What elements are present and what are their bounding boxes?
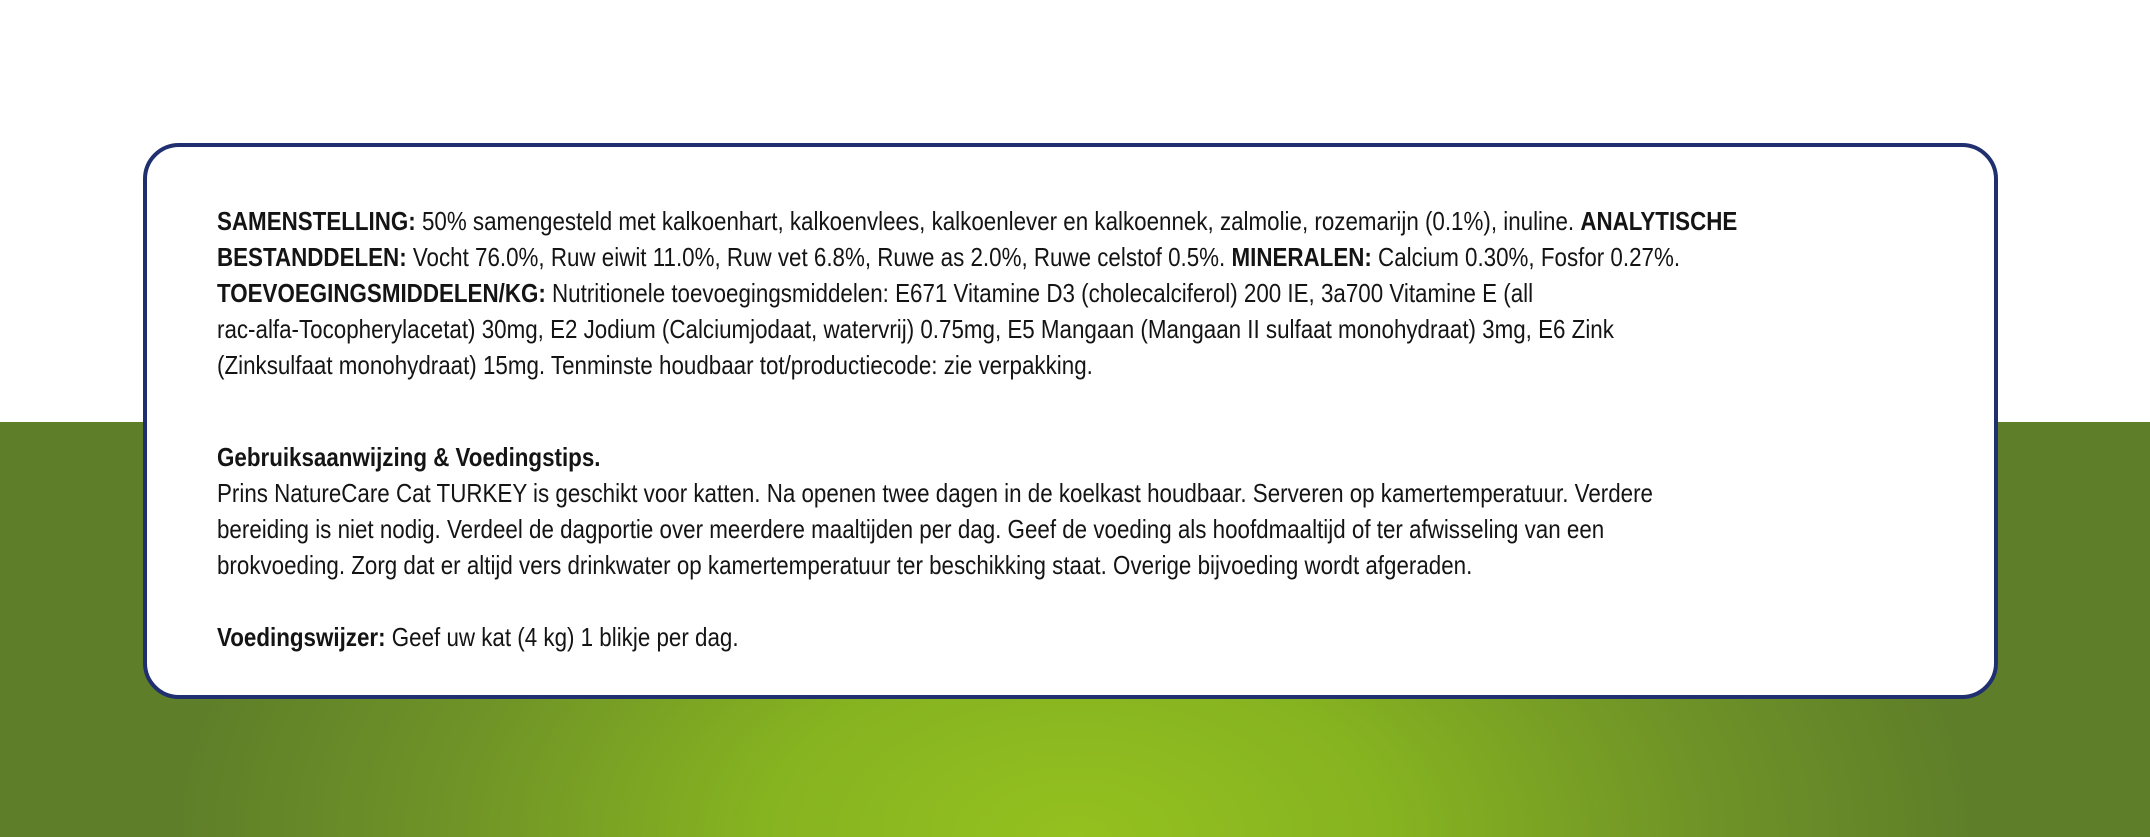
bestanddelen-label: BESTANDDELEN:: [217, 242, 407, 272]
label-card: [143, 143, 1998, 699]
samenstelling-label: SAMENSTELLING:: [217, 206, 416, 236]
usage-line-2: bereiding is niet nodig. Verdeel de dagportie over meerdere maaltijden per dag. Geef de voeding als hoofdmaaltijd of ter afwisseling van een: [217, 514, 1605, 544]
mineralen-label: MINERALEN:: [1231, 242, 1372, 272]
feeding-paragraph: [217, 619, 1937, 655]
label-content: [217, 203, 1937, 655]
usage-line-3: brokvoeding. Zorg dat er altijd vers drinkwater op kamertemperatuur ter beschikking staat. Overige bijvoeding wordt afgeraden.: [217, 550, 1473, 580]
spacer: [217, 383, 1937, 439]
bestanddelen-text: Vocht 76.0%, Ruw eiwit 11.0%, Ruw vet 6.8%, Ruwe as 2.0%, Ruwe celstof 0.5%.: [406, 242, 1232, 272]
analytische-label: ANALYTISCHE: [1580, 206, 1738, 236]
composition-paragraph: [217, 203, 1937, 383]
samenstelling-text: 50% samengesteld met kalkoenhart, kalkoenvlees, kalkoenlever en kalkoennek, zalmolie, rozemarijn (0.1%), inuline.: [415, 206, 1581, 236]
usage-line-1: Prins NatureCare Cat TURKEY is geschikt voor katten. Na openen twee dagen in de koelkast houdbaar. Serveren op kamertemperatuur. Verdere: [217, 478, 1653, 508]
toevoegingsmiddelen-text-2: rac-alfa-Tocopherylacetat) 30mg, E2 Jodium (Calciumjodaat, watervrij) 0.75mg, E5 Mangaan (Mangaan II sulfaat monohydraat) 3mg, E6 Zink: [217, 314, 1614, 344]
toevoegingsmiddelen-label: TOEVOEGINGSMIDDELEN/KG:: [217, 278, 546, 308]
usage-paragraph: [217, 439, 1937, 583]
usage-heading: Gebruiksaanwijzing & Voedingstips.: [217, 442, 601, 472]
toevoegingsmiddelen-text-3: (Zinksulfaat monohydraat) 15mg. Tenminste houdbaar tot/productiecode: zie verpakking.: [217, 350, 1093, 380]
toevoegingsmiddelen-text-1: Nutritionele toevoegingsmiddelen: E671 Vitamine D3 (cholecalciferol) 200 IE, 3a700 Vitamine E (all: [545, 278, 1534, 308]
feeding-label: Voedingswijzer:: [217, 622, 386, 652]
feeding-text: Geef uw kat (4 kg) 1 blikje per dag.: [385, 622, 739, 652]
spacer: [217, 583, 1937, 619]
mineralen-text: Calcium 0.30%, Fosfor 0.27%.: [1371, 242, 1681, 272]
